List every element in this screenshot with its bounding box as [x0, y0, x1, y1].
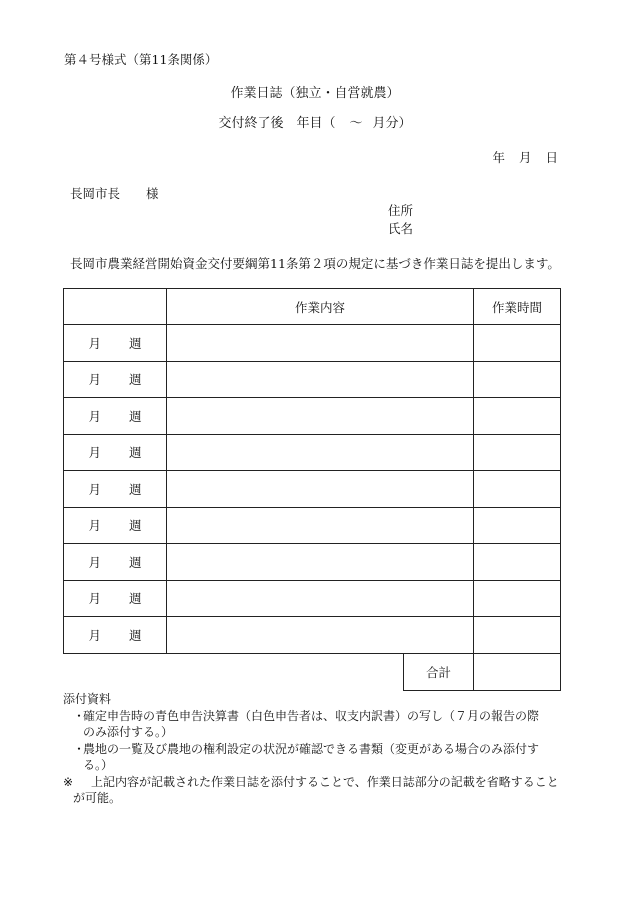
bullet-mark: ・: [73, 709, 86, 723]
week-label-cell: [64, 361, 167, 398]
week-label: 週: [129, 445, 142, 461]
work-content-cell[interactable]: [167, 434, 474, 471]
work-hours-cell[interactable]: [474, 325, 561, 362]
week-label-cell: [64, 617, 167, 654]
submission-statement: 長岡市農業経営開始資金交付要綱第11条第２項の規定に基づき作業日誌を提出します。: [70, 256, 560, 271]
month-label: 月: [88, 627, 101, 643]
week-label: 週: [129, 335, 142, 351]
table-row: [64, 617, 561, 654]
subtitle-year-label: 交付終了後 年目（: [218, 116, 336, 131]
week-label: 週: [129, 372, 142, 388]
month-label: 月: [88, 372, 101, 388]
week-label: 週: [129, 481, 142, 497]
addressee: [70, 186, 159, 201]
week-label-cell: [64, 580, 167, 617]
table-row: [64, 361, 561, 398]
table-row: [64, 544, 561, 581]
attachment-item-farmland-list: [73, 741, 573, 773]
recipient-honorific: 様: [146, 186, 159, 201]
work-content-cell[interactable]: [167, 398, 474, 435]
week-label: 週: [129, 627, 142, 643]
week-label-cell: [64, 434, 167, 471]
total-hours-cell[interactable]: [474, 653, 561, 690]
work-hours-cell[interactable]: [474, 544, 561, 581]
week-label-cell: [64, 544, 167, 581]
work-content-cell[interactable]: [167, 325, 474, 362]
work-hours-cell[interactable]: [474, 580, 561, 617]
table-row: [64, 580, 561, 617]
header-work-content: 作業内容: [167, 289, 474, 325]
month-label: 月: [88, 481, 101, 497]
header-blank-cell: [64, 289, 167, 325]
remark-text-cont: が可能。: [73, 791, 122, 805]
attachment-item-text-cont: のみ添付する。）: [83, 725, 174, 739]
table-row: [64, 471, 561, 508]
month-label: 月: [88, 408, 101, 424]
week-label-cell: [64, 398, 167, 435]
attachments-title: 添付資料: [63, 692, 112, 706]
work-hours-cell[interactable]: [474, 361, 561, 398]
remark-note: [63, 774, 573, 806]
recipient-name: 長岡市長: [70, 186, 121, 201]
work-content-cell[interactable]: [167, 544, 474, 581]
total-label: 合計: [404, 653, 474, 690]
week-label: 週: [129, 591, 142, 607]
date-day: 日: [545, 150, 558, 165]
name-label: 氏名: [388, 221, 414, 236]
month-label: 月: [88, 591, 101, 607]
table-header-row: [64, 289, 561, 325]
work-content-cell[interactable]: [167, 507, 474, 544]
work-hours-cell[interactable]: [474, 434, 561, 471]
attachment-item-text: 確定申告時の青色申告決算書（白色申告者は、収支内訳書）の写し（７月の報告の際: [83, 709, 540, 723]
subtitle: [0, 116, 630, 132]
work-content-cell[interactable]: [167, 617, 474, 654]
week-label: 週: [129, 518, 142, 534]
remark-text: 上記内容が記載された作業日誌を添付することで、作業日誌部分の記載を省略すること: [91, 775, 559, 789]
work-hours-cell[interactable]: [474, 471, 561, 508]
work-hours-cell[interactable]: [474, 398, 561, 435]
date-month: 月: [518, 150, 532, 165]
work-content-cell[interactable]: [167, 361, 474, 398]
date-line: [478, 150, 558, 165]
week-label-cell: [64, 325, 167, 362]
work-hours-cell[interactable]: [474, 617, 561, 654]
table-row: [64, 507, 561, 544]
table-row: [64, 398, 561, 435]
attachment-item-tax-return: [73, 708, 573, 740]
work-content-cell[interactable]: [167, 471, 474, 508]
week-label: 週: [129, 554, 142, 570]
total-row: [64, 653, 561, 690]
attachment-item-text: 農地の一覧及び農地の権利設定の状況が確認できる書類（変更がある場合のみ添付す: [83, 742, 540, 756]
date-year: 年: [492, 150, 505, 165]
week-label-cell: [64, 471, 167, 508]
work-log-table: [63, 288, 561, 691]
month-label: 月: [88, 335, 101, 351]
month-label: 月: [88, 445, 101, 461]
week-label: 週: [129, 408, 142, 424]
attachment-item-text-cont: る。）: [83, 758, 114, 772]
table-row: [64, 325, 561, 362]
address-label: 住所: [388, 203, 414, 218]
month-label: 月: [88, 554, 101, 570]
form-number: 第４号様式（第11条関係）: [64, 52, 218, 67]
header-work-hours: 作業時間: [474, 289, 561, 325]
table-row: [64, 434, 561, 471]
page-title: 作業日誌（独立・自営就農）: [230, 86, 400, 101]
work-content-cell[interactable]: [167, 580, 474, 617]
work-hours-cell[interactable]: [474, 507, 561, 544]
reference-mark: ※: [63, 775, 74, 789]
total-blank-cell: [64, 653, 404, 690]
week-label-cell: [64, 507, 167, 544]
subtitle-month-label: 月分）: [372, 116, 412, 131]
month-label: 月: [88, 518, 101, 534]
bullet-mark: ・: [73, 742, 86, 756]
subtitle-wave: ～: [349, 116, 363, 131]
